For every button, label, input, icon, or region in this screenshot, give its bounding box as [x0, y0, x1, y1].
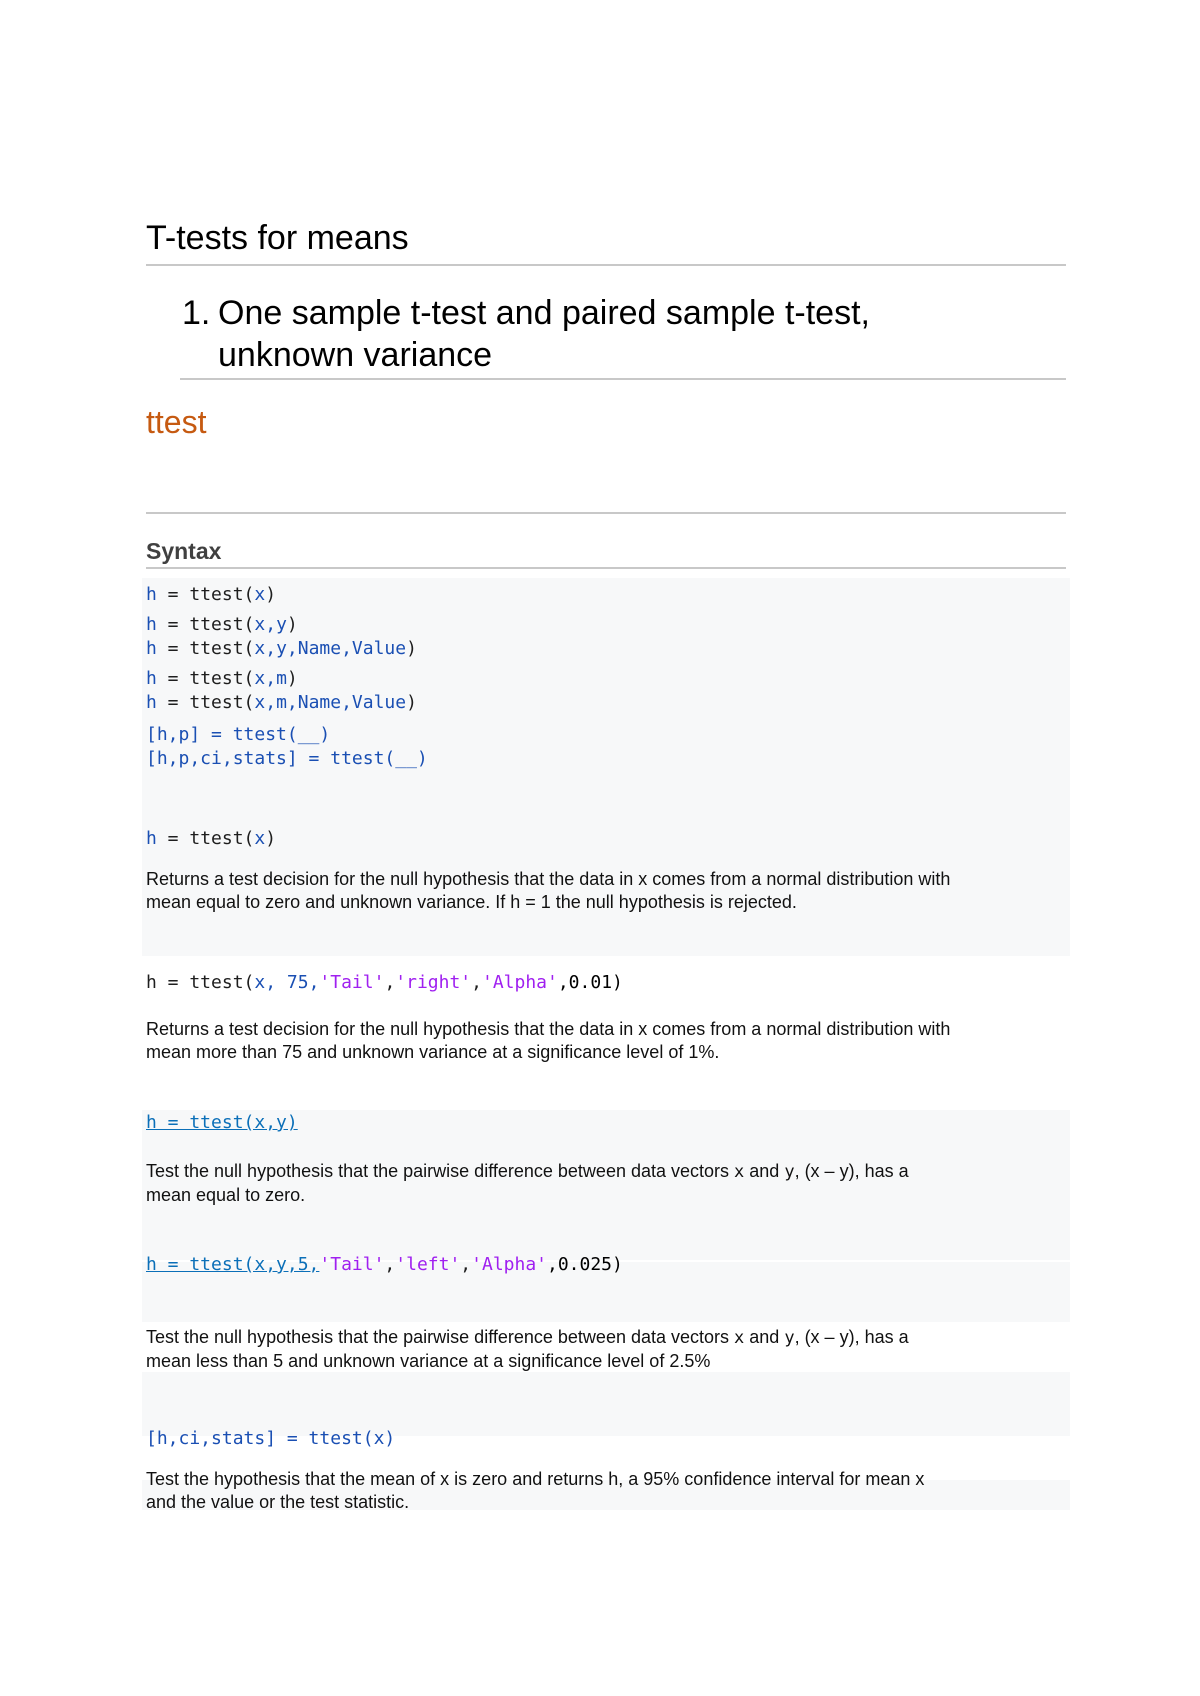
example-description: Returns a test decision for the null hypothesis that the data in x comes from a normal distribution with mean more than 75 and unknown variance at a significance level of 1%. [146, 1019, 951, 1062]
title-divider [146, 264, 1066, 266]
example-code-link[interactable]: h = ttest(x,y) [146, 1112, 298, 1133]
example-code-link[interactable]: h = ttest(x,y,5, [146, 1254, 320, 1275]
example-code: h = ttest(x) [146, 828, 277, 849]
example-panel-4b [142, 1372, 1070, 1436]
section-heading [182, 292, 870, 376]
example-description: Test the hypothesis that the mean of x is zero and returns h, a 95% confidence interval for mean x and the value or the test statistic. [146, 1469, 925, 1512]
syntax-line: h = ttest(x,m) [146, 668, 298, 689]
section-number: 1. [182, 294, 211, 332]
syntax-divider [146, 567, 1066, 569]
example-code: [h,ci,stats] = ttest(x) [146, 1428, 396, 1449]
section-title-line1: One sample t-test and paired sample t-test, [218, 294, 870, 332]
section-title-line2: unknown variance [218, 336, 493, 374]
example-description: Test the null hypothesis that the pairwise difference between data vectors x and y, (x – y), has a mean equal to zero. [146, 1161, 909, 1205]
syntax-line: h = ttest(x,y,Name,Value) [146, 638, 417, 659]
section-title [218, 292, 870, 376]
example-description: Returns a test decision for the null hypothesis that the data in x comes from a normal distribution with mean equal to zero and unknown variance. If h = 1 the null hypothesis is rejected. [146, 869, 951, 912]
syntax-heading: Syntax [146, 538, 222, 564]
example-code: h = ttest(x, 75,'Tail','right','Alpha',0.01) [146, 972, 623, 993]
syntax-line: [h,p,ci,stats] = ttest(__) [146, 748, 428, 769]
function-name: ttest [146, 404, 207, 440]
syntax-line: h = ttest(x,m,Name,Value) [146, 692, 417, 713]
section-divider [180, 378, 1066, 380]
syntax-line: [h,p] = ttest(__) [146, 724, 331, 745]
example-description: Test the null hypothesis that the pairwise difference between data vectors x and y, (x – y), has a mean less than 5 and unknown variance at a significance level of 2.5% [146, 1327, 909, 1371]
syntax-line: h = ttest(x) [146, 584, 277, 605]
function-divider [146, 512, 1066, 514]
example-code: h = ttest(x,y,5,'Tail','left','Alpha',0.025) [146, 1254, 623, 1275]
syntax-line: h = ttest(x,y) [146, 614, 298, 635]
page-title: T-tests for means [146, 219, 409, 257]
